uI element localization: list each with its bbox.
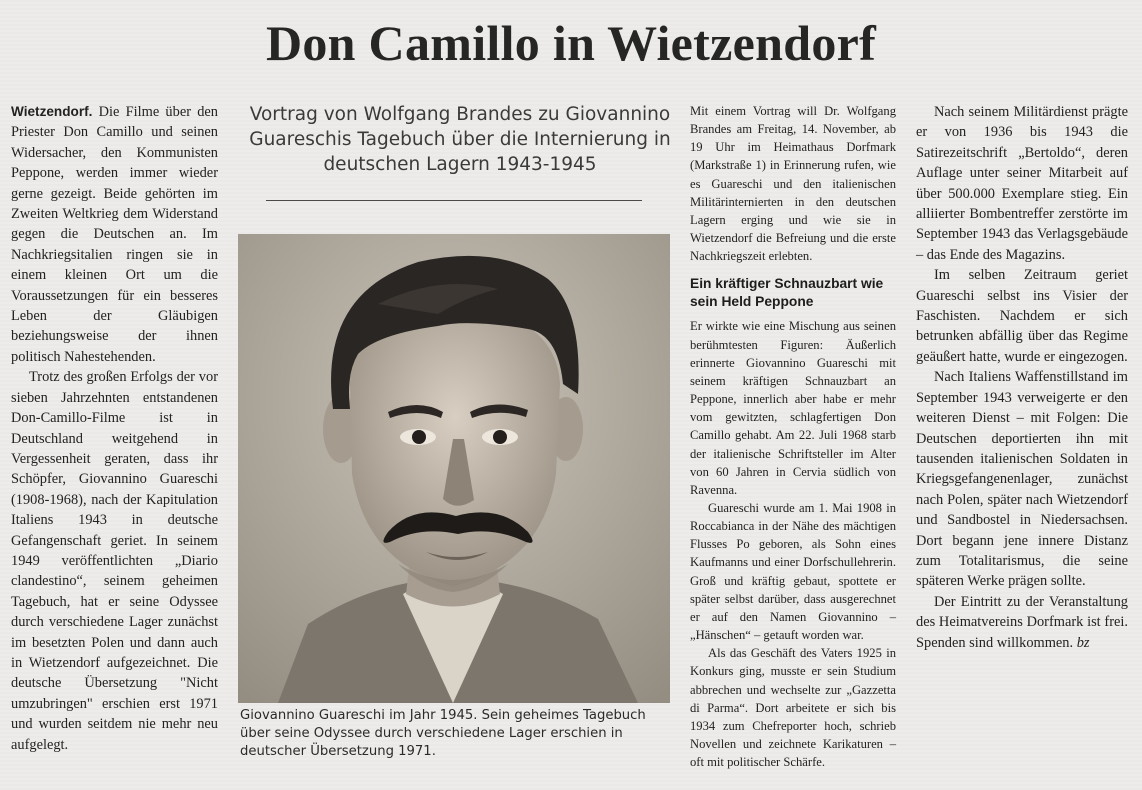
- paragraph-10-text: Der Eintritt zu der Veranstaltung des Heimatvereins Dorfmark ist frei. Spenden sind willkommen.: [916, 593, 1128, 651]
- paragraph-8: Im selben Zeitraum geriet Guareschi selbst ins Visier der Faschisten. Nachdem er sich betrunken abfällig über das Regime geäußert hatte, wurde er eingezogen.: [916, 267, 1128, 365]
- paragraph-9: Nach Italiens Waffenstillstand im September 1943 verweigerte er den weiteren Dienst – mit Folgen: Die Deutschen deportierten ihn mit tausenden italienischen Soldaten in Kriegsgefangenenlager, zunächst nach Polen, später nach Wietzendorf und Sandbostel in Niedersachsen. Dort begann jene innere Distanz zum Totalitarismus, die seine späteren Werke prägen sollte.: [916, 369, 1128, 590]
- paragraph-10: [916, 592, 1128, 653]
- portrait-photo: [238, 234, 670, 703]
- article-column-3: [690, 102, 896, 771]
- article-column-1: [11, 102, 218, 755]
- paragraph-3-continuation: Mit einem Vortrag will Dr. Wolfgang Brandes am Freitag, 14. November, ab 19 Uhr im Heimathaus Dorfmark (Markstraße 1) in Erinnerung rufen, wie es Guareschi und den italienischen Militärinternierten in den deutschen Lagern erging und wie sie in Wietzendorf die Befreiung und die erste Nachkriegszeit erlebten.: [690, 104, 896, 264]
- paragraph-7: Nach seinem Militärdienst prägte er von 1936 bis 1943 die Satirezeitschrift „Bertoldo“, deren Auflage unter seiner Mitarbeit auf über 500.000 Exemplare stieg. Ein alliierter Bombentreffer zerstörte im September 1943 das Verlagsgebäude – das Ende des Magazins.: [916, 104, 1128, 263]
- paragraph-1-text: Die Filme über den Priester Don Camillo und seinen Widersacher, den Kommunisten Peppone, werden immer wieder gerne gezeigt. Beide gehörten im Zweiten Weltkrieg dem Widerstand gegen die Deutschen an. Im Nachkriegsitalien ringen sie in einem kleinen Ort um die Voraussetzungen für ein besseres Leben der Gläubigen beziehungsweise der ihnen politisch Nahestehenden.: [11, 104, 218, 365]
- paragraph-2: Trotz des großen Erfolgs der vor sieben Jahrzehnten entstandenen Don-Camillo-Filme ist in Deutschland weitgehend in Vergessenheit geraten, dass ihr Schöpfer, Giovannino Guareschi (1908-1968), nach der Kapitulation Italiens 1943 in deutsche Gefangenschaft geriet. In seinem 1949 veröffentlichten „Diario clandestino“, seinem geheimen Tagebuch, hat er seine Odyssee durch verschiedene Lager zunächst im besetzten Polen und dann auch in Wietzendorf aufgezeichnet. Die deutsche Übersetzung "Nicht umzubringen" erschien erst 1971 und wurden seitdem nie mehr neu aufgelegt.: [11, 369, 218, 753]
- portrait-image: [238, 234, 670, 703]
- dateline: Wietzendorf.: [11, 104, 93, 119]
- photo-caption: Giovannino Guareschi im Jahr 1945. Sein geheimes Tagebuch über seine Odyssee durch verschiedene Lager erschien in deutscher Übersetzung 1971.: [240, 708, 646, 759]
- paragraph-6: Als das Geschäft des Vaters 1925 in Konkurs ging, musste er sein Studium abbrechen und wechselte zur „Gazzetta di Parma“. Dort arbeitete er sich bis 1934 zum Chefreporter hoch, schrieb Novellen und zeichnete Karikaturen – oft mit politischer Schärfe.: [690, 646, 896, 770]
- subheadline: Vortrag von Wolfgang Brandes zu Giovannino Guareschis Tagebuch über die Internierung in deutschen Lagern 1943-1945: [249, 104, 671, 175]
- paragraph-5: Guareschi wurde am 1. Mai 1908 in Roccabianca in der Nähe des mächtigen Flusses Po geboren, als Sohn eines Kaufmanns und einer Dorfschullehrerin. Groß und kräftig gebaut, spottete er später selbst darüber, dass ausgerechnet er auf den Namen Giovannino – „Hänschen“ – getauft worden war.: [690, 500, 896, 643]
- headline: Don Camillo in Wietzendorf: [265, 15, 877, 71]
- author-signature: bz: [1076, 634, 1090, 651]
- divider-rule: [266, 200, 642, 201]
- section-heading: Ein kräftiger Schnauzbart wie sein Held Peppone: [690, 276, 884, 309]
- paragraph-intro: [11, 102, 218, 367]
- article-column-4: [916, 102, 1128, 653]
- paragraph-4: Er wirkte wie eine Mischung aus seinen berühmtesten Figuren: Äußerlich erinnerte Giovannino Guareschi mit seinem kräftigen Schnauzbart an Peppone, innerlich aber habe er mehr vom gewitzten, schlagfertigen Don Camillo gehabt. Am 22. Juli 1968 starb der italienische Schriftsteller im Alter von 60 Jahren in Cervia südlich von Ravenna.: [690, 319, 896, 497]
